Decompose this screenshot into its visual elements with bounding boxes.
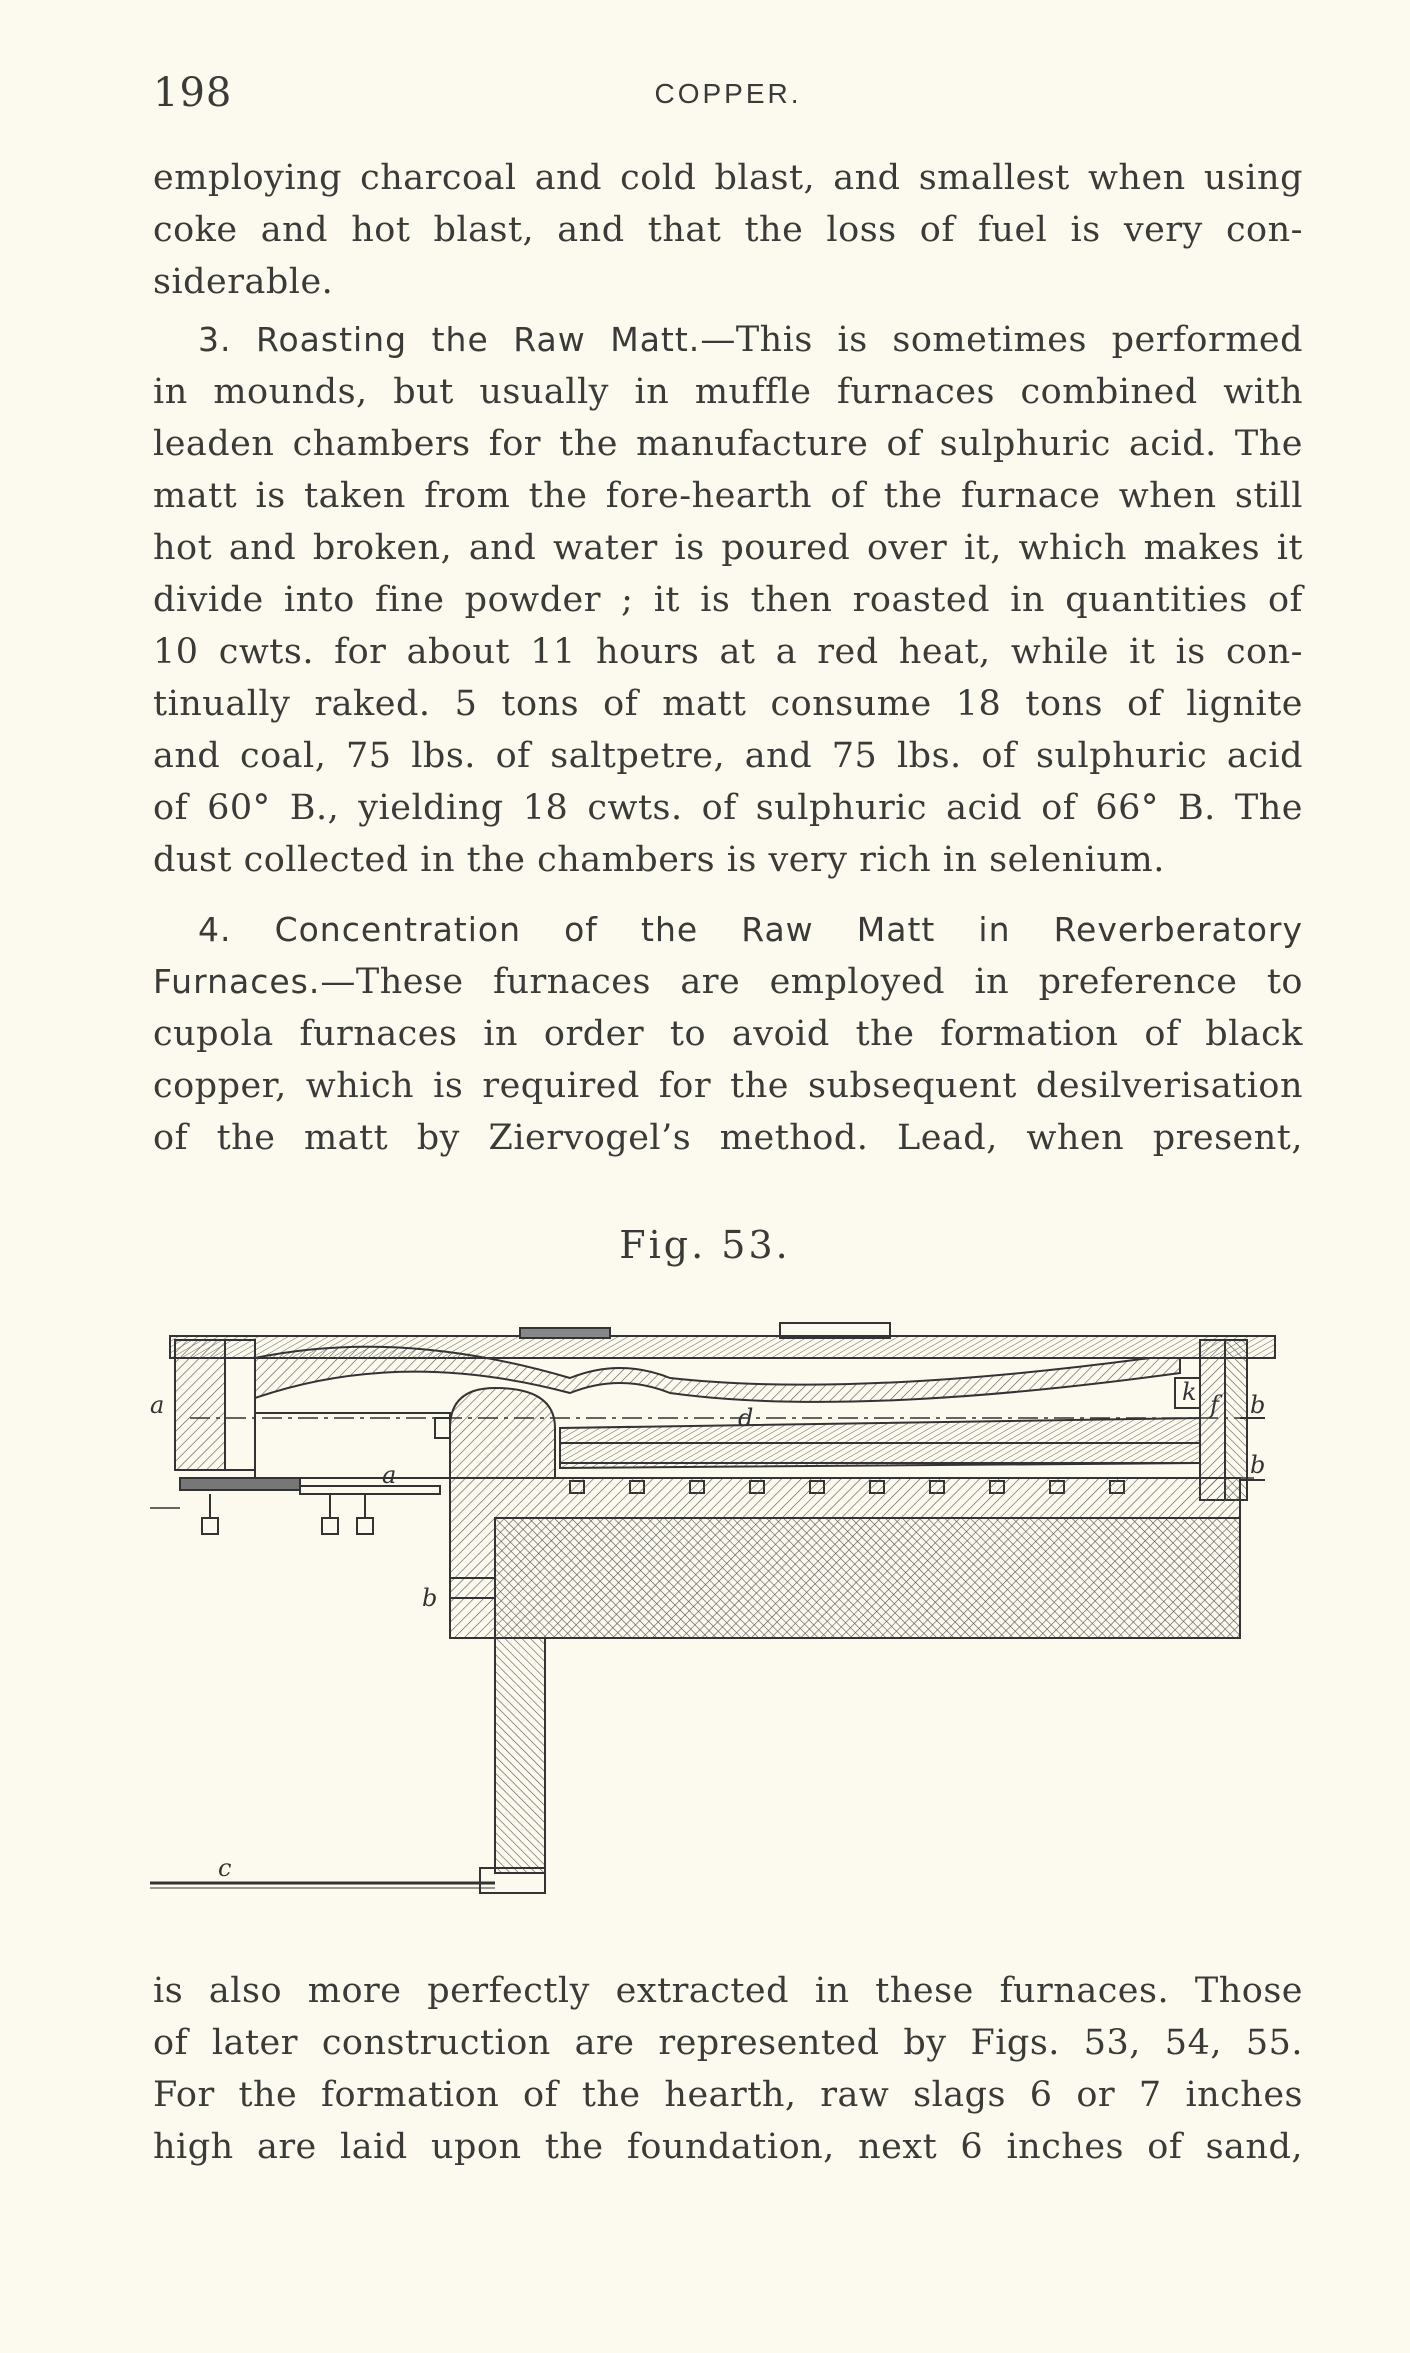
label-f: f	[1210, 1391, 1219, 1419]
section-heading-cont: Furnaces.	[153, 962, 321, 1001]
figure-caption: Fig. 53.	[619, 1223, 791, 1267]
right-wall	[1200, 1340, 1225, 1500]
slag-bed	[495, 1518, 1240, 1638]
label-d: d	[738, 1404, 754, 1432]
label-c: c	[218, 1854, 232, 1882]
text-line: is also more perfectly extracted in these furnaces. Those	[153, 1971, 1303, 2011]
text-line: and coal, 75 lbs. of saltpetre, and 75 lbs. of sulphuric acid	[153, 736, 1303, 776]
furnace-section-figure	[150, 1318, 1285, 1902]
label-b-right-low: b	[1250, 1451, 1266, 1479]
running-head: COPPER.	[654, 78, 802, 109]
text-line-rest: —This is sometimes performed	[700, 320, 1304, 360]
text-line: of the matt by Ziervogel’s method. Lead, when present,	[153, 1118, 1303, 1158]
text-line: For the formation of the hearth, raw slags 6 or 7 inches	[153, 2075, 1303, 2115]
text-line: dust collected in the chambers is very rich in selenium.	[153, 840, 1165, 880]
text-line: of later construction are represented by Figs. 53, 54, 55.	[153, 2023, 1303, 2063]
section-heading: 4. Concentration of the Raw Matt in Reverberatory	[198, 910, 1303, 949]
text-line: high are laid upon the foundation, next 6 inches of sand,	[153, 2127, 1303, 2167]
text-line: hot and broken, and water is poured over it, which makes it	[153, 528, 1303, 568]
left-wall	[175, 1340, 225, 1470]
grate-bars	[180, 1478, 440, 1534]
furnace-drawing	[150, 1318, 1285, 1898]
text-line: matt is taken from the fore-hearth of the furnace when still	[153, 476, 1303, 516]
text-line-rest: —These furnaces are employed in preference to	[320, 962, 1303, 1002]
paragraph-4	[153, 1965, 1303, 2173]
label-a-inner: a	[382, 1461, 397, 1489]
text-line	[153, 904, 1303, 956]
text-line: employing charcoal and cold blast, and smallest when using	[153, 158, 1303, 198]
label-b-right-top: b	[1250, 1391, 1266, 1419]
paragraph-concentration	[153, 904, 1303, 1164]
label-a-left: a	[150, 1391, 165, 1419]
text-line: siderable.	[153, 262, 334, 302]
text-line: tinually raked. 5 tons of matt consume 18 tons of lignite	[153, 684, 1303, 724]
text-line: cupola furnaces in order to avoid the formation of black	[153, 1014, 1303, 1054]
text-line: in mounds, but usually in muffle furnaces combined with	[153, 372, 1303, 412]
label-b-inner: b	[422, 1584, 438, 1612]
flue-shaft	[495, 1638, 545, 1873]
text-line: divide into fine powder ; it is then roasted in quantities of	[153, 580, 1303, 620]
paragraph-roasting	[153, 314, 1303, 886]
section-heading: 3. Roasting the Raw Matt.	[198, 320, 701, 359]
text-line: of 60° B., yielding 18 cwts. of sulphuric acid of 66° B. The	[153, 788, 1303, 828]
text-line: coke and hot blast, and that the loss of fuel is very con-	[153, 210, 1303, 250]
text-line: leaden chambers for the manufacture of sulphuric acid. The	[153, 424, 1303, 464]
text-line: 10 cwts. for about 11 hours at a red heat, while it is con-	[153, 632, 1303, 672]
paragraph-1	[153, 152, 1303, 308]
text-line	[153, 956, 1303, 1008]
text-line: copper, which is required for the subsequent desilverisation	[153, 1066, 1303, 1106]
page-number: 198	[153, 70, 233, 116]
text-line	[153, 314, 1303, 366]
page-header	[153, 70, 1303, 120]
label-k: k	[1182, 1378, 1197, 1406]
fire-bridge	[450, 1388, 555, 1478]
